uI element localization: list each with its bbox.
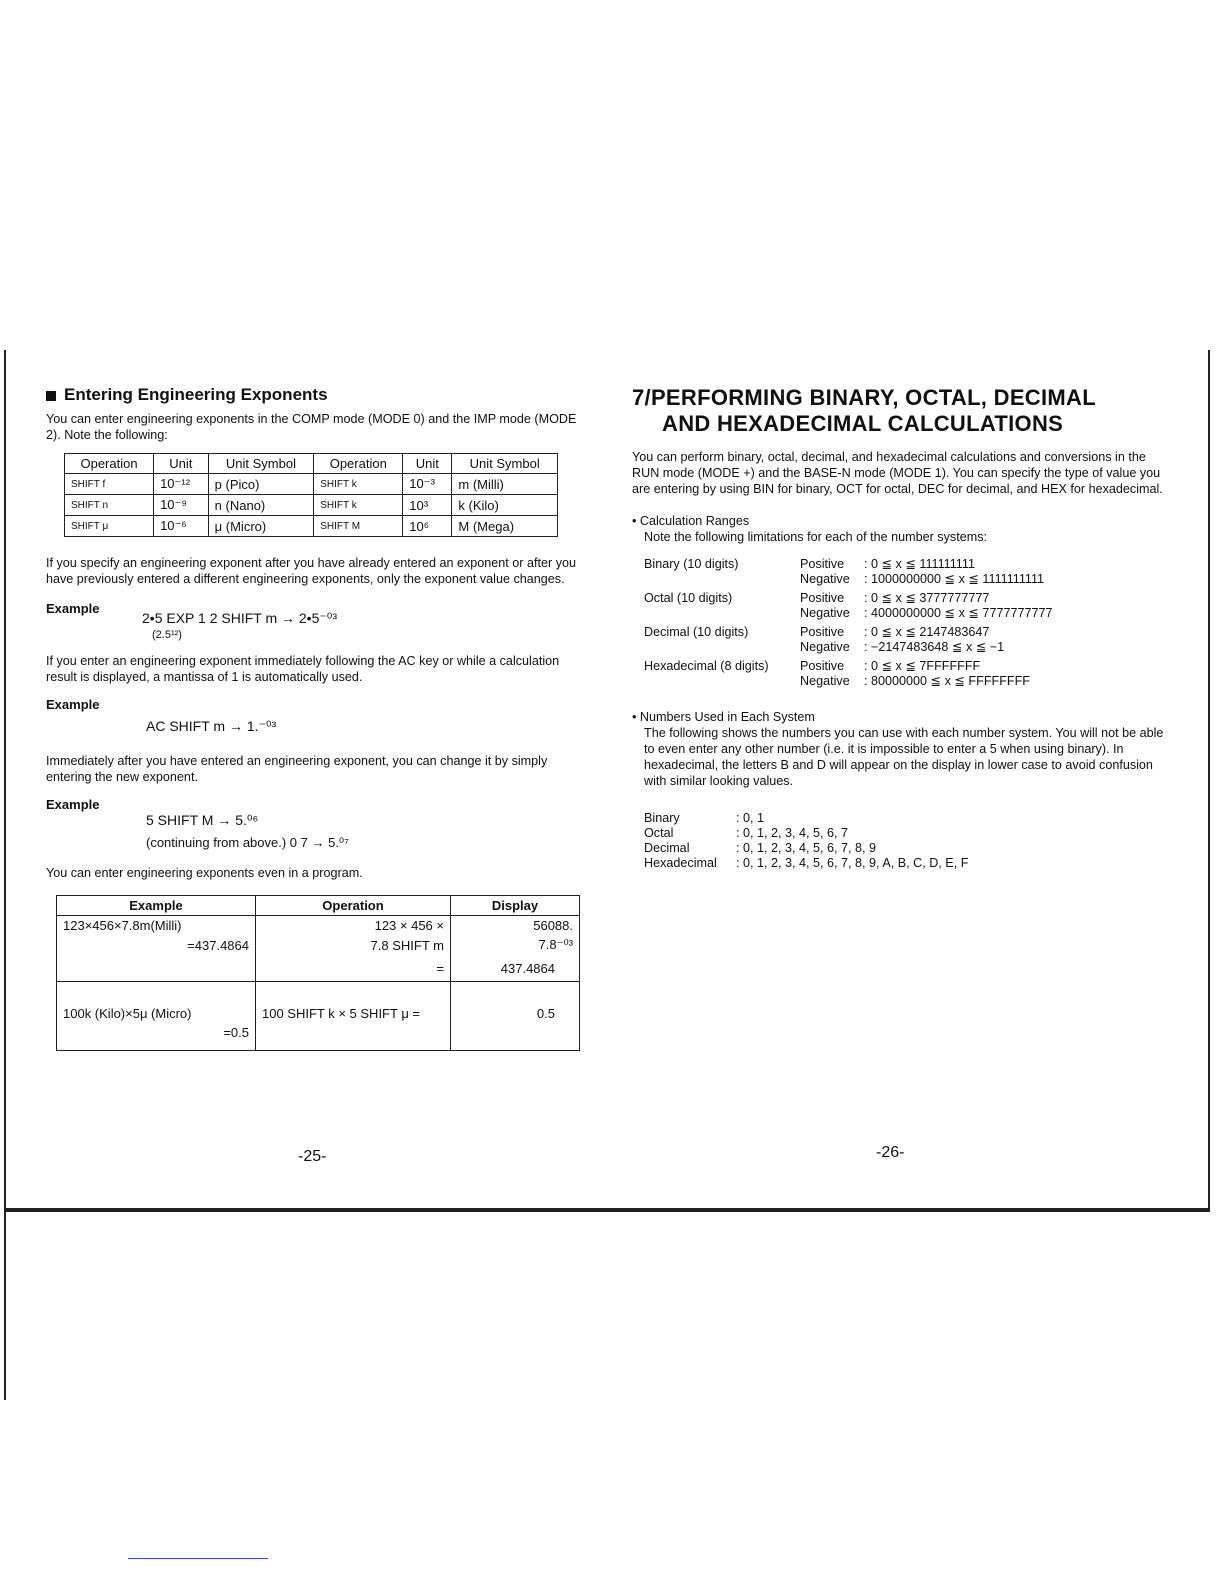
unit-symbol-cell: M (Mega): [452, 516, 558, 537]
table-row: [57, 1023, 580, 1051]
chapter-title-line-2: AND HEXADECIMAL CALCULATIONS: [662, 411, 1064, 436]
unit-cell: 10⁶: [403, 516, 452, 537]
range-value: : 80000000 ≦ x ≦ FFFFFFFF: [864, 674, 1030, 688]
range-value: : 0 ≦ x ≦ 3777777777: [864, 591, 990, 605]
col-header: Unit: [403, 454, 452, 474]
range-sign: Positive: [800, 659, 845, 673]
range-row: [644, 606, 1172, 621]
table-row: [65, 495, 558, 516]
operation-keys: SHIFT M: [314, 516, 403, 537]
col-header: Operation: [65, 454, 154, 474]
example-2-line: AC SHIFT m → 1.⁻⁰³: [146, 718, 277, 734]
number-system-row: [644, 856, 1172, 871]
range-system: Octal (10 digits): [644, 591, 733, 605]
range-row: [644, 591, 1172, 606]
range-row: [644, 640, 1172, 655]
unit-symbol-cell: k (Kilo): [452, 495, 558, 516]
example-label: Example: [46, 697, 100, 712]
paragraph-mantissa: If you enter an engineering exponent immediately following the AC key or while a calculation result is displayed, a mantissa of 1 is automatically used.: [46, 654, 560, 684]
left-scan-edge: [4, 350, 6, 1400]
example-1-line: 2•5 EXP 1 2 SHIFT m → 2•5⁻⁰³: [142, 610, 338, 626]
example-cell: [57, 955, 256, 982]
section-heading: Entering Engineering Exponents: [46, 385, 586, 405]
table-row: [57, 982, 580, 1024]
col-header: Operation: [314, 454, 403, 474]
number-system-row: [644, 841, 1172, 856]
number-system-row: [644, 826, 1172, 841]
unit-symbol-cell: m (Milli): [452, 474, 558, 495]
number-system-row: [644, 811, 1172, 826]
range-sign: Negative: [800, 606, 850, 620]
numbers-list: [644, 811, 1172, 871]
unit-symbol-cell: p (Pico): [208, 474, 314, 495]
number-digits: : 0, 1, 2, 3, 4, 5, 6, 7, 8, 9: [736, 841, 877, 855]
operation-keys: SHIFT k: [314, 474, 403, 495]
range-value: : 4000000000 ≦ x ≦ 7777777777: [864, 606, 1053, 620]
example-label: Example: [46, 601, 100, 616]
table-row: [57, 935, 580, 955]
display-cell: 0.5: [451, 982, 580, 1024]
operation-cell: 100 SHIFT k × 5 SHIFT μ =: [256, 982, 451, 1024]
range-value: : 0 ≦ x ≦ 111111111: [864, 557, 975, 571]
col-header: Unit: [154, 454, 209, 474]
ranges-note: Note the following limitations for each of the number systems:: [644, 530, 987, 544]
example-label: Example: [46, 797, 100, 812]
table-row: [57, 955, 580, 982]
program-table-header: [57, 896, 580, 916]
range-value: : 1000000000 ≦ x ≦ 1111111111: [864, 572, 1045, 586]
right-page: [632, 385, 1172, 871]
range-row: [644, 674, 1172, 689]
intro-text: You can enter engineering exponents in the COMP mode (MODE 0) and the IMP mode (MODE 2). Note the following:: [46, 412, 577, 442]
col-header: Unit Symbol: [452, 454, 558, 474]
square-bullet-icon: [46, 391, 56, 401]
range-system: Binary (10 digits): [644, 557, 739, 571]
operation-cell: [256, 1023, 451, 1051]
example-cell: 100k (Kilo)×5μ (Micro): [57, 982, 256, 1024]
number-system: Binary: [644, 811, 680, 825]
display-cell: 437.4864: [451, 955, 580, 982]
range-system: [644, 674, 800, 689]
range-sign: Positive: [800, 591, 845, 605]
col-header: Example: [57, 896, 256, 916]
right-scan-edge: [1208, 350, 1210, 1210]
range-sign: Negative: [800, 572, 850, 586]
range-sign: Positive: [800, 557, 845, 571]
table-row: [65, 474, 558, 495]
number-digits: : 0, 1, 2, 3, 4, 5, 6, 7: [736, 826, 849, 840]
paragraph-program: You can enter engineering exponents even in a program.: [46, 866, 363, 880]
number-digits: : 0, 1, 2, 3, 4, 5, 6, 7, 8, 9, A, B, C, D, E, F: [736, 856, 969, 870]
number-system: Decimal: [644, 841, 690, 855]
range-system: [644, 606, 800, 621]
page-number-left: -25-: [298, 1148, 327, 1165]
bottom-scan-edge: [4, 1208, 1210, 1212]
operation-cell: 123 × 456 ×: [256, 916, 451, 936]
number-system: Hexadecimal: [644, 856, 717, 870]
example-3-sub: (continuing from above.) 0 7 → 5.⁰⁷: [146, 835, 349, 850]
example-cell: 123×456×7.8m(Milli): [57, 916, 256, 936]
example-cell: =0.5: [57, 1023, 256, 1051]
operation-cell: 7.8 SHIFT m: [256, 935, 451, 955]
table-row: [65, 516, 558, 537]
range-system: [644, 572, 800, 587]
unit-cell: 10³: [403, 495, 452, 516]
left-page: [46, 385, 586, 1051]
range-value: : 0 ≦ x ≦ 2147483647: [864, 625, 990, 639]
unit-cell: 10⁻⁶: [154, 516, 209, 537]
col-header: Operation: [256, 896, 451, 916]
paragraph-exponent-change: If you specify an engineering exponent after you have already entered an exponent or after you have previously entered a different engineering exponents, only the exponent value changes.: [46, 556, 576, 586]
paragraph-change-exponent: Immediately after you have entered an engineering exponent, you can change it by simply entering the new exponent.: [46, 754, 548, 784]
unit-symbol-cell: μ (Micro): [208, 516, 314, 537]
operation-keys: SHIFT μ: [65, 516, 154, 537]
numbers-text: The following shows the numbers you can use with each number system. You will not be able to even enter any other number (i.e. it is impossible to enter a 5 when using binary). In hexadecimal, the letters B and D will appear on the display in lower case to avoid confusion with similar looking values.: [644, 726, 1164, 788]
unit-symbol-cell: n (Nano): [208, 495, 314, 516]
operation-keys: SHIFT n: [65, 495, 154, 516]
ranges-list: [644, 557, 1172, 689]
table-row: [57, 916, 580, 936]
display-cell: 7.8⁻⁰³: [451, 935, 580, 955]
range-row: [644, 557, 1172, 572]
range-value: : −2147483648 ≦ x ≦ −1: [864, 640, 1005, 654]
example-3-line: 5 SHIFT M → 5.⁰⁶: [146, 812, 259, 828]
range-sign: Negative: [800, 674, 850, 688]
display-cell: [451, 1023, 580, 1051]
col-header: Unit Symbol: [208, 454, 314, 474]
chapter-title-line-1: 7/PERFORMING BINARY, OCTAL, DECIMAL: [632, 385, 1096, 410]
unit-cell: 10⁻¹²: [154, 474, 209, 495]
range-row: [644, 572, 1172, 587]
number-digits: : 0, 1: [736, 811, 765, 825]
operation-keys: SHIFT k: [314, 495, 403, 516]
page-number-right: -26-: [876, 1144, 905, 1161]
range-row: [644, 625, 1172, 640]
intro-text: You can perform binary, octal, decimal, and hexadecimal calculations and conversions in the RUN mode (MODE +) and the BASE-N mode (MODE 1). You can specify the type of value you are entering by using BIN for binary, OCT for octal, DEC for decimal, and HEX for hexadecimal.: [632, 450, 1163, 496]
unit-cell: 10⁻⁹: [154, 495, 209, 516]
operation-cell: =: [256, 955, 451, 982]
range-system: Decimal (10 digits): [644, 625, 749, 639]
ranges-heading: • Calculation Ranges: [632, 514, 750, 528]
range-value: : 0 ≦ x ≦ 7FFFFFFF: [864, 659, 981, 673]
col-header: Display: [451, 896, 580, 916]
range-system: Hexadecimal (8 digits): [644, 659, 769, 673]
operation-keys: SHIFT f: [65, 474, 154, 495]
display-cell: 56088.: [451, 916, 580, 936]
example-cell: =437.4864: [57, 935, 256, 955]
unit-cell: 10⁻³: [403, 474, 452, 495]
footer-link-line: [128, 1558, 268, 1559]
range-sign: Negative: [800, 640, 850, 654]
program-example-table: [56, 895, 580, 1051]
example-1-sub: (2.5¹²): [152, 629, 182, 641]
numbers-heading: • Numbers Used in Each System: [632, 710, 815, 724]
range-system: [644, 640, 800, 655]
range-sign: Positive: [800, 625, 845, 639]
unit-table-header: [65, 454, 558, 474]
unit-table: [64, 453, 558, 537]
number-system: Octal: [644, 826, 674, 840]
range-row: [644, 659, 1172, 674]
